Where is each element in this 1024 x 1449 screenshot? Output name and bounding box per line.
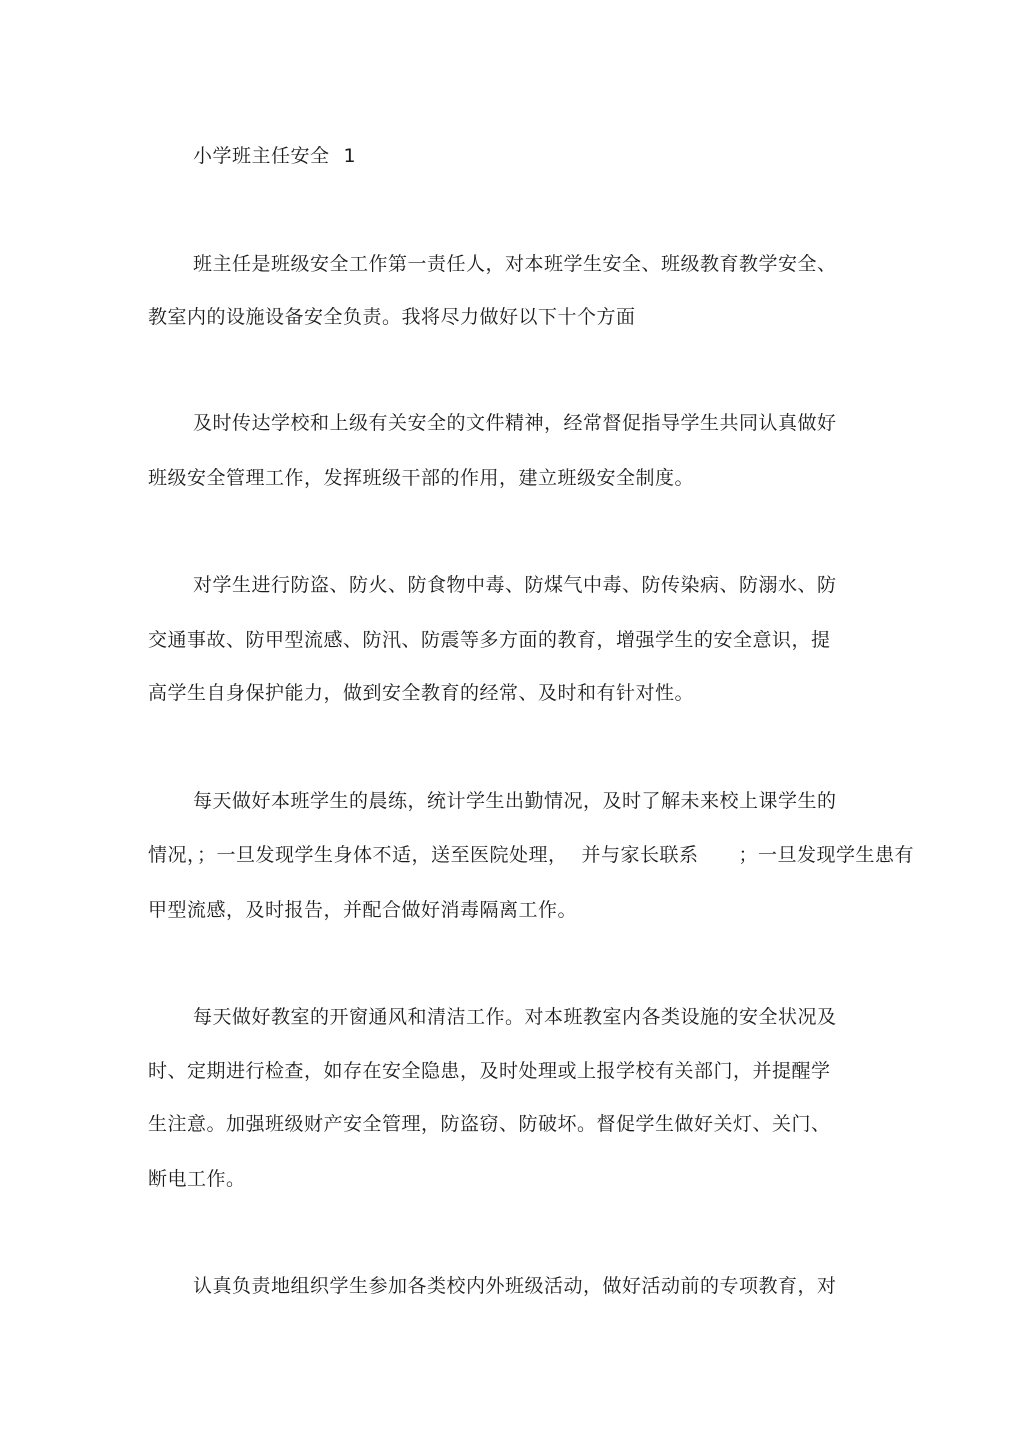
paragraph-5-line-1: 每天做好教室的开窗通风和清洁工作。对本班教室内各类设施的安全状况及: [193, 1006, 837, 1028]
title-number: 1: [343, 145, 357, 167]
paragraph-4-line-2-part-2: 并与家长联系: [581, 844, 699, 866]
paragraph-5-line-2: 时、定期进行检查，如存在安全隐患，及时处理或上报学校有关部门，并提醒学: [148, 1060, 831, 1082]
paragraph-3-line-3: 高学生自身保护能力，做到安全教育的经常、及时和有针对性。: [148, 682, 695, 704]
paragraph-4-line-2-part-1: 情况，；一旦发现学生身体不适，送至医院处理，: [148, 844, 568, 866]
document-title: [193, 144, 356, 168]
paragraph-3-line-1: 对学生进行防盗、防火、防食物中毒、防煤气中毒、防传染病、防溺水、防: [193, 574, 837, 596]
paragraph-5-line-3: 生注意。加强班级财产安全管理，防盗窃、防破坏。督促学生做好关灯、关门、: [148, 1113, 831, 1135]
paragraph-4-line-2-part-3: ；一旦发现学生患有: [738, 844, 915, 866]
paragraph-2-line-2: 班级安全管理工作，发挥班级干部的作用，建立班级安全制度。: [148, 467, 695, 489]
paragraph-1-line-1: 班主任是班级安全工作第一责任人，对本班学生安全、班级教育教学安全、: [193, 253, 837, 275]
paragraph-4-line-1: 每天做好本班学生的晨练，统计学生出勤情况，及时了解未来校上课学生的: [193, 790, 837, 812]
paragraph-4-line-3: 甲型流感，及时报告，并配合做好消毒隔离工作。: [148, 899, 578, 921]
paragraph-3-line-2: 交通事故、防甲型流感、防汛、防震等多方面的教育，增强学生的安全意识，提: [148, 629, 831, 651]
paragraph-5-line-4: 断电工作。: [148, 1168, 246, 1190]
paragraph-1-line-2: 教室内的设施设备安全负责。我将尽力做好以下十个方面: [148, 306, 636, 328]
paragraph-6-line-1: 认真负责地组织学生参加各类校内外班级活动，做好活动前的专项教育，对: [193, 1275, 837, 1297]
paragraph-2-line-1: 及时传达学校和上级有关安全的文件精神，经常督促指导学生共同认真做好: [193, 412, 837, 434]
title-text: 小学班主任安全: [193, 145, 330, 167]
paragraph-4-line-2: [148, 843, 914, 867]
